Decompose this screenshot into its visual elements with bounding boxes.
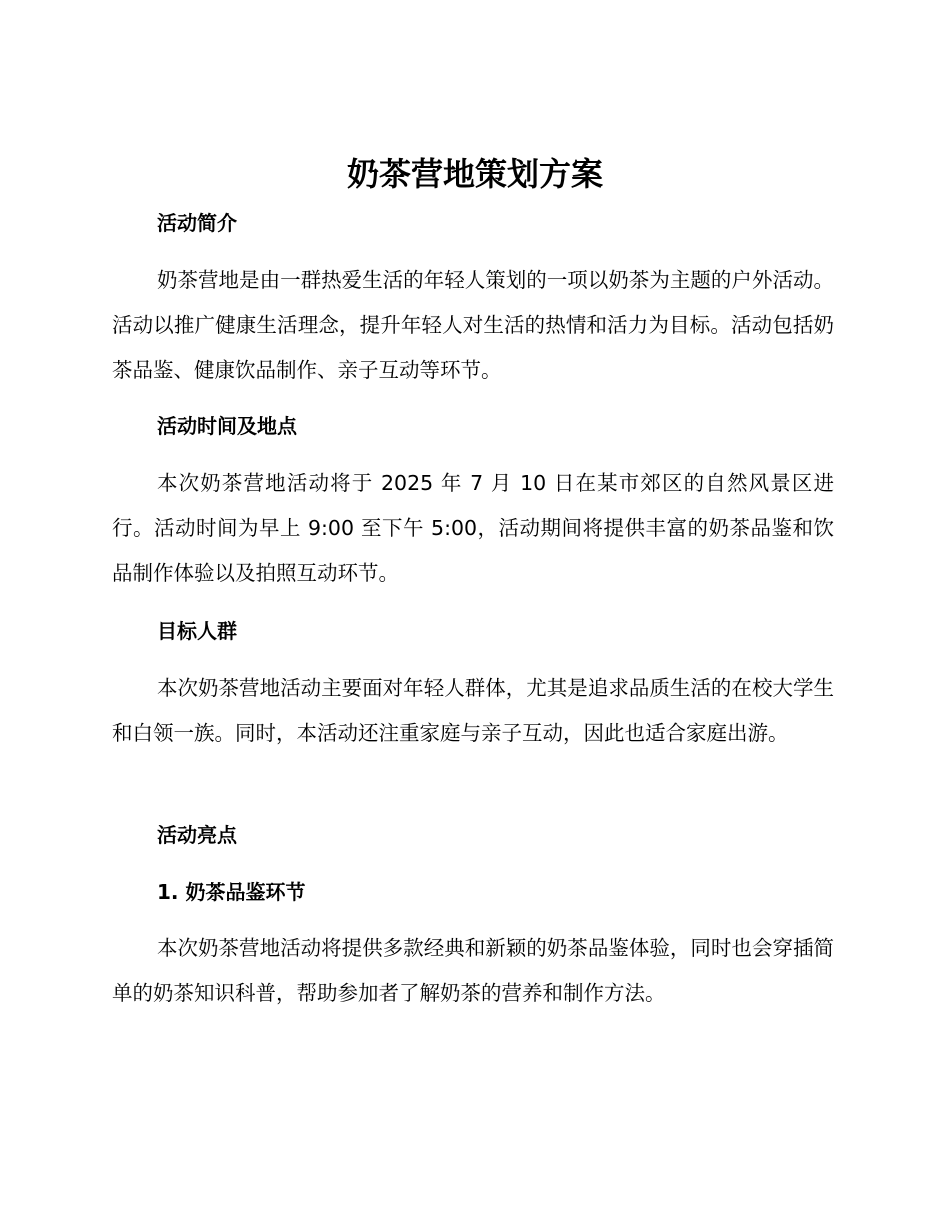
section-heading-time-location: 活动时间及地点: [157, 414, 297, 438]
section-paragraph-intro: 奶茶营地是由一群热爱生活的年轻人策划的一项以奶茶为主题的户外活动。活动以推广健康生活理念，提升年轻人对生活的热情和活力为目标。活动包括奶茶品鉴、健康饮品制作、亲子互动等环节。: [112, 268, 834, 382]
section-heading-highlights: 活动亮点: [157, 823, 237, 847]
section-paragraph-time-location: 本次奶茶营地活动将于 2025 年 7 月 10 日在某市郊区的自然风景区进行。活动时间为早上 9:00 至下午 5:00，活动期间将提供丰富的奶茶品鉴和饮品制作体验以及拍照互动环节。: [112, 471, 834, 585]
section-paragraph-tasting: 本次奶茶营地活动将提供多款经典和新颖的奶茶品鉴体验，同时也会穿插简单的奶茶知识科普，帮助参加者了解奶茶的营养和制作方法。: [112, 936, 834, 1005]
section-heading-target-audience: 目标人群: [157, 619, 237, 643]
section-heading-tasting: 1. 奶茶品鉴环节: [157, 880, 306, 904]
section-heading-intro: 活动简介: [157, 211, 237, 235]
document-title: 奶茶营地策划方案: [346, 155, 603, 193]
section-paragraph-target-audience: 本次奶茶营地活动主要面对年轻人群体，尤其是追求品质生活的在校大学生和白领一族。同时，本活动还注重家庭与亲子互动，因此也适合家庭出游。: [112, 676, 834, 745]
